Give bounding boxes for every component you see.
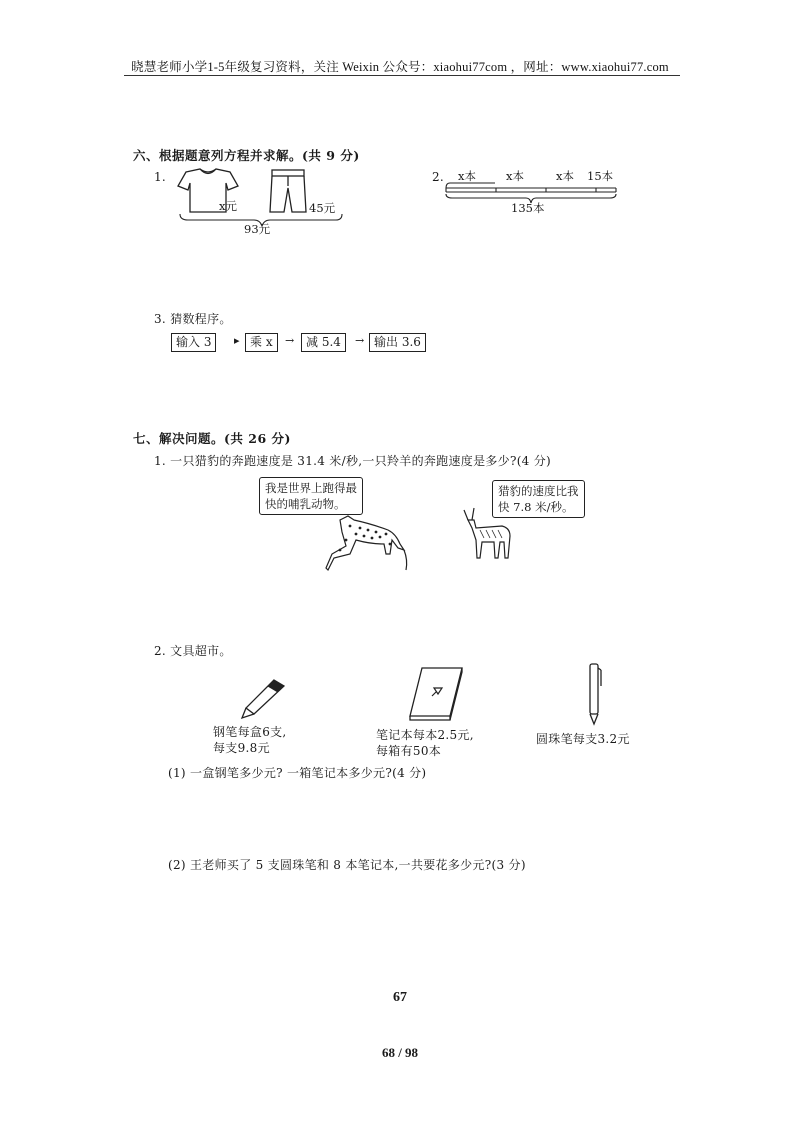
s7-q2-sub1: (1) 一盒钢笔多少元? 一箱笔记本多少元?(4 分) <box>168 766 427 780</box>
flow-arrow-icon: ▸ <box>234 334 240 347</box>
item-line: 每支9.8元 <box>213 741 270 755</box>
cheetah-bubble-line: 快的哺乳动物。 <box>265 497 346 511</box>
notebook-emblem-icon <box>432 688 442 696</box>
item-line: 笔记本每本2.5元, <box>376 728 474 742</box>
s7-q2-text: 2. 文具超市。 <box>154 644 232 658</box>
item-line: 圆珠笔每支3.2元 <box>536 732 630 746</box>
shorts-price: 45元 <box>309 201 336 215</box>
flow-step-multiply: 乘 x <box>245 333 278 352</box>
fountain-pen-icon <box>240 676 290 722</box>
segment-label-2: x本 <box>506 169 524 183</box>
segment-label-3: x本 <box>556 169 574 183</box>
antelope-icon <box>458 506 518 562</box>
segment-label-4: 15本 <box>587 169 614 183</box>
antelope-bubble-line: 猎豹的速度比我 <box>498 484 579 498</box>
antelope-bubble-line: 快 7.8 米/秒。 <box>498 500 574 514</box>
s7-q2-sub2: (2) 王老师买了 5 支圆珠笔和 8 本笔记本,一共要花多少元?(3 分) <box>168 858 526 872</box>
cheetah-bubble-line: 我是世界上跑得最 <box>265 481 357 495</box>
header-rule <box>124 75 680 76</box>
fountain-pen-info <box>213 724 287 756</box>
pager: 68 / 98 <box>381 1045 419 1060</box>
s6-q1-number: 1. <box>154 170 167 184</box>
s7-q1-text: 1. 一只猎豹的奔跑速度是 31.4 米/秒,一只羚羊的奔跑速度是多少?(4 分) <box>154 454 552 468</box>
flow-step-output: 输出 3.6 <box>369 333 426 352</box>
total-price: 93元 <box>244 222 271 236</box>
page-number: 67 <box>393 990 407 1005</box>
flow-arrow-icon: → <box>355 334 365 347</box>
ballpoint-pen-icon <box>584 660 604 726</box>
item-line: 钢笔每盒6支, <box>213 725 287 739</box>
section7-title: 七、解决问题。(共 26 分) <box>133 431 291 446</box>
item-line: 每箱有50本 <box>376 744 442 758</box>
header-text: 晓慧老师小学1-5年级复习资料，关注 Weixin 公众号：xiaohui77com ，网址：www.xiaohui77.com <box>131 60 669 74</box>
s6-q2-number: 2. <box>432 170 445 184</box>
section6-title: 六、根据题意列方程并求解。(共 9 分) <box>133 148 360 163</box>
flow-step-subtract: 减 5.4 <box>301 333 346 352</box>
s6-q3-label: 猜数程序。 <box>170 312 232 326</box>
shorts-icon <box>270 170 306 212</box>
shirt-price: x元 <box>219 199 237 213</box>
ballpoint-pen-info <box>536 730 630 747</box>
notebook-icon <box>406 664 466 724</box>
flow-arrow-icon: → <box>285 334 295 347</box>
bar-total: 135本 <box>511 201 545 215</box>
s6-q3-number: 3. <box>154 312 167 326</box>
flow-step-input: 输入 3 <box>171 333 216 352</box>
s6-q3-title <box>154 310 232 327</box>
segment-label-1: x本 <box>458 169 476 183</box>
cheetah-icon <box>320 510 410 574</box>
notebook-info <box>376 727 474 759</box>
